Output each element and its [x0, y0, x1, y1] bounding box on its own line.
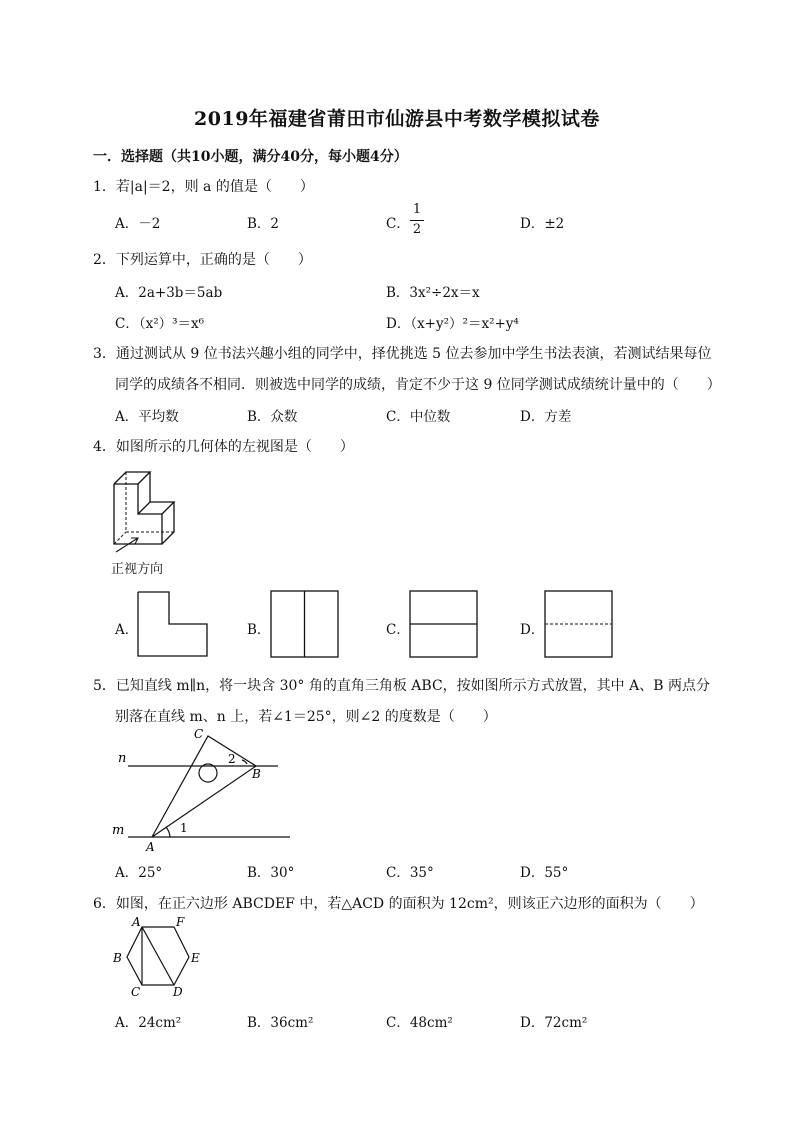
q3-option-c: C．中位数	[386, 409, 451, 425]
hex-label-b: B	[113, 951, 122, 965]
q4-option-d: D．	[520, 622, 545, 638]
q2-option-b: B．3x²÷2x＝x	[386, 285, 480, 301]
q4-option-a-l-shape	[137, 591, 209, 657]
q6-option-a: A．24cm²	[115, 1015, 182, 1031]
view-direction-caption: 正视方向	[111, 562, 164, 577]
q1-option-a: A．－2	[115, 216, 161, 232]
q5-option-d: D．55°	[520, 865, 569, 881]
q1-fraction-numerator: 1	[412, 202, 422, 217]
question-3-stem-line-1: 3．通过测试从 9 位书法兴趣小组的同学中，择优挑选 5 位去参加中学生书法表演，若测试结果每位	[93, 346, 712, 362]
q2-option-c: C．（x²）³＝x⁶	[115, 316, 205, 332]
hex-label-f: F	[176, 915, 185, 929]
q1-fraction-denominator: 2	[412, 222, 422, 237]
section-heading: 一．选择题（共10小题，满分40分，每小题4分）	[93, 149, 408, 165]
q2-option-a: A．2a+3b＝5ab	[115, 285, 223, 301]
label-a: A	[146, 840, 155, 854]
label-angle-2: 2	[228, 752, 236, 766]
label-c: C	[194, 727, 204, 741]
q5-option-c: C．35°	[386, 865, 434, 881]
hex-label-e: E	[191, 951, 200, 965]
q1-fraction-bar	[410, 220, 424, 221]
q4-option-d-dashed-square	[544, 590, 614, 658]
q6-option-c: C．48cm²	[386, 1015, 453, 1031]
parallel-lines-triangle-figure	[108, 726, 298, 854]
question-2-stem: 2．下列运算中，正确的是（ ）	[93, 252, 312, 268]
page-title: 2019年福建省莆田市仙游县中考数学模拟试卷	[194, 108, 600, 130]
q5-option-b: B．30°	[247, 865, 295, 881]
question-1-stem: 1．若|a|＝2，则 a 的值是（ ）	[93, 179, 314, 195]
hex-label-c: C	[131, 985, 141, 999]
hex-label-a: A	[132, 915, 141, 929]
question-3-stem-line-2: 同学的成绩各不相同．则被选中同学的成绩，肯定不少于这 9 位同学测试成绩统计量中的（ ）	[115, 377, 721, 393]
question-4-stem: 4．如图所示的几何体的左视图是（ ）	[93, 439, 354, 455]
q1-option-c: C．	[386, 216, 410, 232]
q6-option-d: D．72cm²	[520, 1015, 588, 1031]
q4-option-c-split-square	[409, 590, 479, 658]
regular-hexagon-figure	[108, 914, 208, 1000]
q1-option-d: D．±2	[520, 216, 565, 232]
q3-option-a: A．平均数	[115, 409, 179, 425]
q4-option-b: B．	[247, 622, 271, 638]
q4-option-b-split-square	[270, 590, 340, 658]
l-shaped-solid-figure	[108, 464, 208, 556]
question-5-stem-line-1: 5．已知直线 m∥n，将一块含 30° 角的直角三角板 ABC，按如图所示方式放置，其中 A、B 两点分	[93, 678, 710, 694]
q1-option-b: B．2	[247, 216, 280, 232]
label-m: m	[112, 823, 125, 838]
hex-label-d: D	[173, 985, 183, 999]
q3-option-b: B．众数	[247, 409, 298, 425]
label-n: n	[118, 751, 127, 766]
q3-option-d: D．方差	[520, 409, 572, 425]
q4-option-c: C．	[386, 622, 410, 638]
label-angle-1: 1	[180, 821, 188, 835]
label-b: B	[252, 767, 261, 781]
question-6-stem: 6．如图，在正六边形 ABCDEF 中，若△ACD 的面积为 12cm²，则该正六边形的面积为（ ）	[93, 896, 704, 912]
q6-option-b: B．36cm²	[247, 1015, 314, 1031]
q5-option-a: A．25°	[115, 865, 163, 881]
q4-option-a: A．	[115, 622, 139, 638]
q2-option-d: D．（x+y²）²＝x²+y⁴	[386, 316, 519, 332]
question-5-stem-line-2: 别落在直线 m、n 上，若∠1＝25°，则∠2 的度数是（ ）	[115, 709, 497, 725]
